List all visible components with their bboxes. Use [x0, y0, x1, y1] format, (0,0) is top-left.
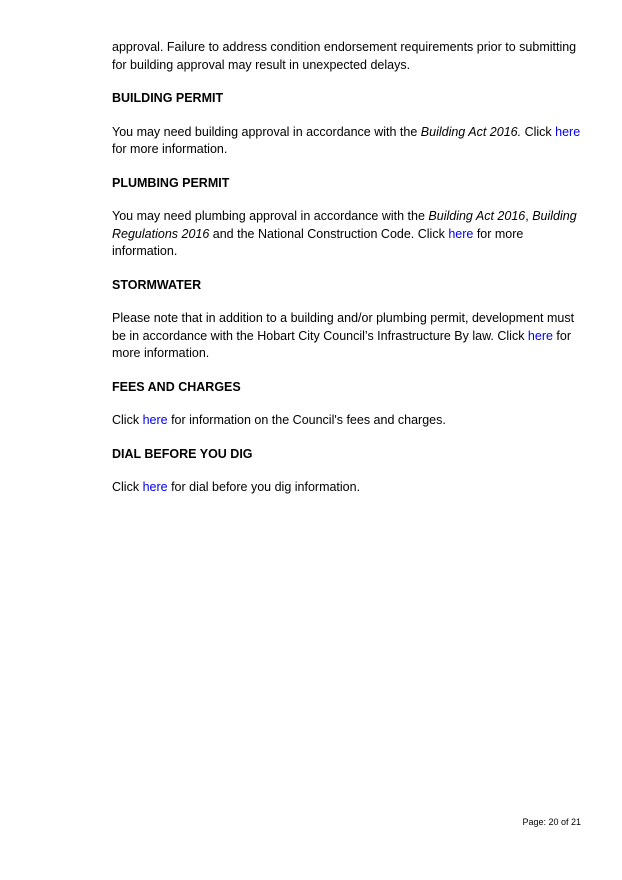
plumbing-building-act-reference: Building Act 2016 [428, 209, 526, 223]
building-permit-text-after: for more information. [112, 142, 228, 156]
stormwater-text-before: Please note that in addition to a building and/or plumbing permit, development must be in accordance with the Hobart City Council’s Infrastructure By law. Click [112, 311, 575, 343]
plumbing-permit-here-link[interactable]: here [448, 226, 474, 241]
dial-text-before: Click [112, 480, 143, 494]
dial-paragraph [112, 479, 587, 497]
building-regulations-reference: Building Regulations 2016 [112, 209, 577, 241]
building-permit-here-link[interactable]: here [555, 124, 581, 139]
stormwater-paragraph [112, 310, 587, 363]
stormwater-text-after: for more information. [112, 328, 572, 360]
building-permit-paragraph [112, 124, 587, 159]
fees-text-after: for information on the Council's fees and charges. [167, 413, 446, 427]
plumbing-permit-heading: PLUMBING PERMIT [112, 175, 230, 190]
building-act-reference: Building Act 2016. [420, 124, 522, 139]
stormwater-heading: STORMWATER [112, 277, 202, 292]
building-permit-text-before: You may need building approval in accordance with the [112, 124, 421, 139]
intro-paragraph: approval. Failure to address condition endorsement requirements prior to submitting for building approval may result in unexpected delays. [112, 40, 577, 72]
fees-here-link[interactable]: here [142, 413, 168, 427]
dial-heading: DIAL BEFORE YOU DIG [112, 446, 253, 461]
dial-here-link[interactable]: here [142, 480, 168, 494]
page-number: Page: 20 of 21 [522, 817, 581, 827]
plumbing-permit-text-before: You may need plumbing approval in accordance with the [112, 209, 429, 223]
plumbing-permit-text-mid: and the National Construction Code. Click [209, 226, 449, 241]
document-body [112, 39, 587, 497]
plumbing-permit-text-after: for more information. [112, 226, 524, 258]
plumbing-comma: , [525, 209, 533, 223]
fees-text-before: Click [112, 413, 143, 427]
stormwater-here-link[interactable]: here [527, 328, 553, 343]
building-permit-heading: BUILDING PERMIT [112, 91, 224, 105]
plumbing-permit-paragraph [112, 208, 587, 261]
building-permit-text-mid: Click [521, 124, 556, 139]
fees-paragraph [112, 412, 587, 430]
dial-text-after: for dial before you dig information. [167, 480, 361, 494]
fees-heading: FEES AND CHARGES [112, 379, 241, 394]
